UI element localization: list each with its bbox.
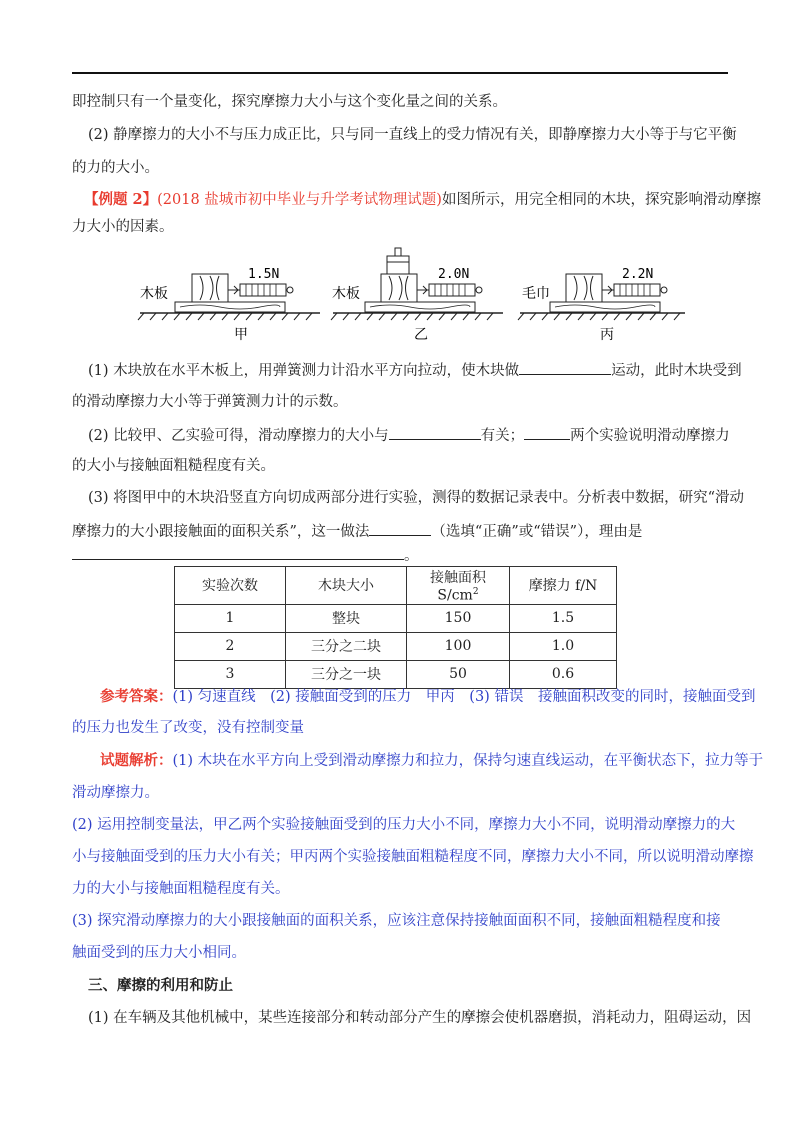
answer-text: 的压力也发生了改变，没有控制变量 — [72, 720, 304, 736]
table-cell: 三分之二块 — [286, 632, 407, 660]
q2-text: 两个实验说明滑动摩擦力 — [570, 428, 730, 444]
answer-blank[interactable] — [524, 425, 570, 440]
table-cell: 150 — [407, 604, 510, 632]
explanation-text: (2) 运用控制变量法，甲乙两个实验接触面受到的压力大小不同，摩擦力大小不同，说明滑动摩擦力的大 — [72, 817, 736, 833]
table-cell: 1.0 — [510, 632, 617, 660]
table-header: 接触面积 $S/cm^2$ — [407, 567, 510, 605]
answer-blank[interactable] — [519, 360, 611, 375]
table-cell: 50 — [407, 660, 510, 688]
table-cell: 0.6 — [510, 660, 617, 688]
period: 。 — [404, 548, 419, 564]
q1-text: (1) 木块放在水平木板上，用弹簧测力计沿水平方向拉动，使木块做 — [88, 363, 520, 379]
explanation-text: 力的大小与接触面粗糙程度有关。 — [72, 881, 290, 897]
answer-label: 参考答案： — [100, 688, 173, 705]
q3-text: （选填“正确”或“错误”），理由是 — [431, 524, 643, 540]
reading-label: 2.0N — [438, 267, 470, 282]
question-1-line — [88, 360, 742, 380]
table-cell: 三分之一块 — [286, 660, 407, 688]
para-line: (3) 将图甲中的木块沿竖直方向切成两部分进行实验，测得的数据记录表中。分析表中数据，研究“滑动 — [88, 490, 745, 506]
answer-blank[interactable] — [389, 425, 481, 440]
q3-text: 摩擦力的大小跟接触面的面积关系”，这一做法 — [72, 524, 370, 540]
example-source: (2018 盐城市初中毕业与升学考试物理试题) — [157, 192, 442, 208]
table-header: 实验次数 — [175, 567, 286, 605]
example-tag: 【例题 2】 — [84, 191, 158, 208]
explanation-line — [100, 752, 763, 770]
para-line: (1) 在车辆及其他机械中，某些连接部分和转动部分产生的摩擦会使机器磨损，消耗动力，阻碍运动，因 — [88, 1010, 752, 1026]
answer-text: (1) 匀速直线 (2) 接触面受到的压力 甲丙 (3) 错误 接触面积改变的同时，接触面受到 — [172, 689, 756, 705]
surface-label: 木板 — [332, 285, 360, 301]
friction-experiment-figure — [130, 240, 690, 350]
table-row — [175, 660, 617, 688]
table-cell: 1.5 — [510, 604, 617, 632]
explanation-text: 滑动摩擦力。 — [72, 785, 159, 801]
table-header: 摩擦力 f/N — [510, 567, 617, 605]
answer-blank[interactable] — [369, 521, 431, 536]
table-cell: 100 — [407, 632, 510, 660]
explanation-text: (1) 木块在水平方向上受到滑动摩擦力和拉力，保持匀速直线运动，在平衡状态下，拉力等于 — [172, 753, 764, 769]
explanation-text: (3) 探究滑动摩擦力的大小跟接触面的面积关系，应该注意保持接触面面积不同，接触面粗糙程度和接 — [72, 913, 721, 929]
panel-yi — [331, 248, 503, 320]
explanation-label: 试题解析： — [100, 752, 173, 769]
para-line: 即控制只有一个量变化，探究摩擦力大小与这个变化量之间的关系。 — [72, 94, 507, 110]
table-cell: 2 — [175, 632, 286, 660]
caption-label: 丙 — [600, 326, 614, 342]
surface-label: 木板 — [140, 285, 168, 301]
table-row — [175, 632, 617, 660]
example-heading — [84, 191, 761, 209]
reading-label: 1.5N — [248, 267, 280, 282]
question-2-line — [88, 425, 730, 445]
section-heading: 三、摩擦的利用和防止 — [88, 977, 233, 994]
question-3-line — [72, 521, 642, 541]
para-line: 的滑动摩擦力大小等于弹簧测力计的示数。 — [72, 394, 348, 410]
table-header: 木块大小 — [286, 567, 407, 605]
para-line: 的大小与接触面粗糙程度有关。 — [72, 458, 275, 474]
table-cell: 1 — [175, 604, 286, 632]
para-line: (2) 静摩擦力的大小不与压力成正比，只与同一直线上的受力情况有关，即静摩擦力大小等于与它平衡 — [88, 127, 737, 143]
header-rule — [72, 72, 728, 74]
question-3-reason — [72, 545, 419, 565]
example-text: 如图所示，用完全相同的木块，探究影响滑动摩擦 — [441, 192, 761, 208]
answer-blank[interactable] — [72, 545, 404, 560]
table-row — [175, 604, 617, 632]
data-table — [174, 566, 617, 689]
caption-label: 乙 — [414, 326, 428, 342]
explanation-text: 触面受到的压力大小相同。 — [72, 945, 246, 961]
caption-label: 甲 — [234, 326, 248, 342]
para-line: 力大小的因素。 — [72, 219, 174, 235]
para-line: 的力的大小。 — [72, 160, 159, 176]
q2-text: (2) 比较甲、乙实验可得，滑动摩擦力的大小与 — [88, 428, 389, 444]
q1-text: 运动，此时木块受到 — [611, 363, 742, 379]
surface-label: 毛巾 — [522, 285, 550, 301]
reading-label: 2.2N — [622, 267, 654, 282]
table-cell: 3 — [175, 660, 286, 688]
answer-line — [100, 688, 755, 706]
q2-text: 有关； — [480, 428, 525, 444]
explanation-text: 小与接触面受到的压力大小有关；甲丙两个实验接触面粗糙程度不同，摩擦力大小不同，所以说明滑动摩擦 — [72, 849, 754, 865]
table-header-row — [175, 567, 617, 605]
table-cell: 整块 — [286, 604, 407, 632]
